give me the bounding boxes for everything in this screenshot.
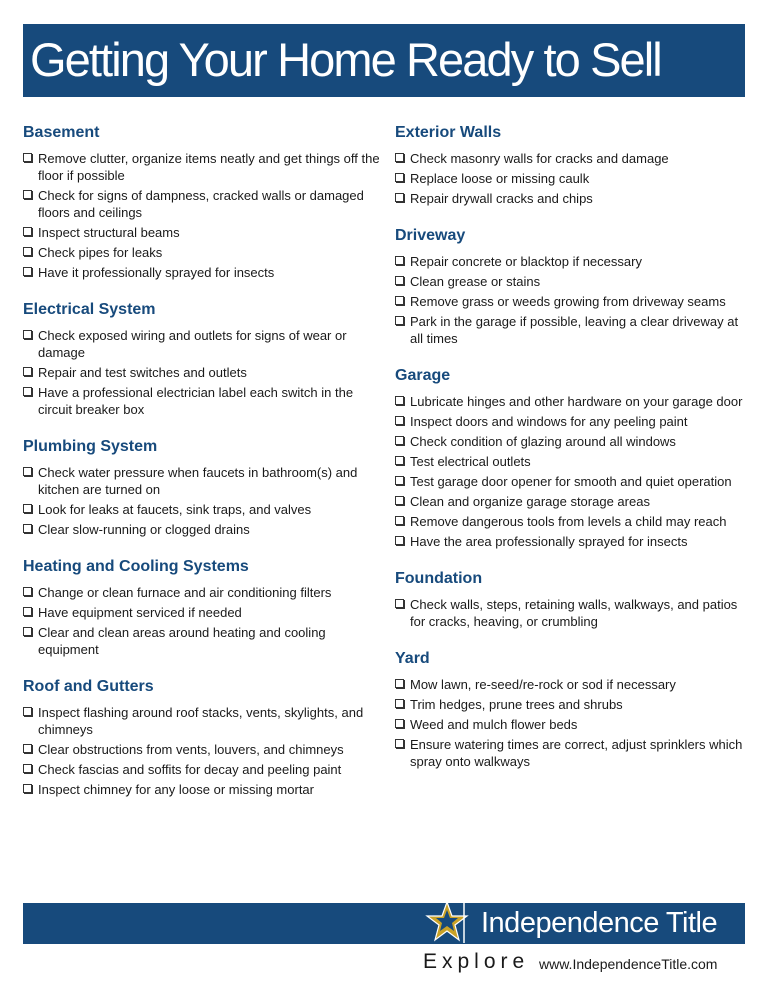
checklist (395, 596, 745, 630)
checkbox-icon[interactable] (23, 227, 32, 236)
checkbox-icon[interactable] (23, 524, 32, 533)
checklist-item-text: Change or clean furnace and air conditioning filters (38, 585, 332, 600)
checklist-item[interactable] (395, 473, 745, 490)
section-heading: Garage (395, 367, 451, 384)
section-heading: Electrical System (23, 301, 156, 318)
section-heading: Roof and Gutters (23, 678, 154, 695)
checkbox-icon[interactable] (395, 296, 404, 305)
checkbox-icon[interactable] (23, 367, 32, 376)
checklist-item-text: Ensure watering times are correct, adjust sprinklers which spray onto walkways (410, 737, 743, 769)
website-link[interactable]: www.IndependenceTitle.com (539, 956, 718, 972)
checkbox-icon[interactable] (23, 784, 32, 793)
checklist-item[interactable] (23, 501, 383, 518)
checklist-item-text: Replace loose or missing caulk (410, 171, 590, 186)
checklist (395, 253, 745, 347)
checkbox-icon[interactable] (23, 587, 32, 596)
checkbox-icon[interactable] (395, 476, 404, 485)
checkbox-icon[interactable] (23, 267, 32, 276)
checklist-item[interactable] (395, 273, 745, 290)
checklist-item-text: Mow lawn, re-seed/re-rock or sod if necessary (410, 677, 676, 692)
left-column (23, 122, 383, 816)
checklist-item[interactable] (395, 293, 745, 310)
checklist-item[interactable] (395, 433, 745, 450)
section-electrical-system (23, 299, 383, 418)
checklist-item[interactable] (23, 781, 383, 798)
checklist-item[interactable] (395, 676, 745, 693)
checklist-item-text: Have it professionally sprayed for insects (38, 265, 275, 280)
checkbox-icon[interactable] (23, 467, 32, 476)
checklist-item[interactable] (23, 624, 383, 658)
checkbox-icon[interactable] (395, 739, 404, 748)
checklist-item-text: Clean grease or stains (410, 274, 541, 289)
star-logo-icon (424, 899, 470, 945)
checklist-item[interactable] (23, 604, 383, 621)
checklist-item[interactable] (395, 190, 745, 207)
checkbox-icon[interactable] (395, 416, 404, 425)
checklist-item-text: Repair drywall cracks and chips (410, 191, 593, 206)
checklist-item-text: Repair and test switches and outlets (38, 365, 247, 380)
checklist-item[interactable] (23, 327, 383, 361)
checkbox-icon[interactable] (395, 699, 404, 708)
checklist-item-text: Park in the garage if possible, leaving a clear driveway at all times (410, 314, 739, 346)
checklist-item[interactable] (395, 170, 745, 187)
checklist-item[interactable] (395, 313, 745, 347)
checkbox-icon[interactable] (23, 707, 32, 716)
checklist-item[interactable] (23, 244, 383, 261)
checkbox-icon[interactable] (395, 456, 404, 465)
checklist-item-text: Have a professional electrician label each switch in the circuit breaker box (38, 385, 354, 417)
checklist-item-text: Clear obstructions from vents, louvers, and chimneys (38, 742, 344, 757)
checkbox-icon[interactable] (395, 396, 404, 405)
checklist-item[interactable] (23, 704, 383, 738)
checklist-item[interactable] (395, 493, 745, 510)
checklist-item-text: Check condition of glazing around all windows (410, 434, 676, 449)
checklist-item-text: Check walls, steps, retaining walls, walkways, and patios for cracks, heaving, or crumbling (410, 597, 738, 629)
section-heating-and-cooling (23, 556, 383, 658)
brand-name: Independence Title (481, 907, 718, 939)
checkbox-icon[interactable] (23, 744, 32, 753)
checkbox-icon[interactable] (395, 679, 404, 688)
checklist-item-text: Inspect chimney for any loose or missing mortar (38, 782, 314, 797)
checklist-item[interactable] (23, 584, 383, 601)
checklist (395, 393, 745, 550)
checklist-item[interactable] (23, 187, 383, 221)
section-roof-and-gutters (23, 676, 383, 798)
checklist-item[interactable] (395, 150, 745, 167)
checkbox-icon[interactable] (395, 536, 404, 545)
checklist-item-text: Lubricate hinges and other hardware on your garage door (410, 394, 743, 409)
checkbox-icon[interactable] (23, 607, 32, 616)
checklist-item[interactable] (395, 596, 745, 630)
checklist-item-text: Have equipment serviced if needed (38, 605, 242, 620)
checklist (23, 464, 383, 538)
checkbox-icon[interactable] (23, 190, 32, 199)
checklist (23, 704, 383, 798)
checklist-item-text: Repair concrete or blacktop if necessary (410, 254, 642, 269)
checklist-item[interactable] (395, 393, 745, 410)
right-column (395, 122, 745, 788)
checkbox-icon[interactable] (23, 627, 32, 636)
checklist-item[interactable] (23, 364, 383, 381)
checklist-item-text: Weed and mulch flower beds (410, 717, 578, 732)
checklist (23, 327, 383, 418)
checkbox-icon[interactable] (395, 719, 404, 728)
checklist-item[interactable] (23, 150, 383, 184)
checklist-item[interactable] (395, 696, 745, 713)
section-driveway (395, 225, 745, 347)
checklist-item[interactable] (395, 513, 745, 530)
section-heading: Plumbing System (23, 438, 158, 455)
checkbox-icon[interactable] (23, 153, 32, 162)
checklist-item-text: Clean and organize garage storage areas (410, 494, 650, 509)
checklist-item[interactable] (395, 716, 745, 733)
checklist-item-text: Inspect doors and windows for any peeling paint (410, 414, 688, 429)
checklist (23, 150, 383, 281)
checklist (395, 676, 745, 770)
checkbox-icon[interactable] (395, 153, 404, 162)
checklist-item-text: Check fascias and soffits for decay and peeling paint (38, 762, 342, 777)
checkbox-icon[interactable] (23, 247, 32, 256)
checklist-item-text: Look for leaks at faucets, sink traps, and valves (38, 502, 312, 517)
checkbox-icon[interactable] (395, 436, 404, 445)
checklist-item[interactable] (23, 761, 383, 778)
checklist-item-text: Check exposed wiring and outlets for signs of wear or damage (38, 328, 347, 360)
checkbox-icon[interactable] (395, 496, 404, 505)
checklist-item[interactable] (395, 253, 745, 270)
section-exterior-walls (395, 122, 745, 207)
section-heading: Heating and Cooling Systems (23, 558, 249, 575)
checklist-item[interactable] (395, 413, 745, 430)
section-heading: Exterior Walls (395, 124, 502, 141)
checkbox-icon[interactable] (395, 599, 404, 608)
checkbox-icon[interactable] (23, 504, 32, 513)
checklist-item-text: Inspect structural beams (38, 225, 180, 240)
checklist-item-text: Remove grass or weeds growing from driveway seams (410, 294, 726, 309)
section-foundation (395, 568, 745, 630)
checklist-item-text: Trim hedges, prune trees and shrubs (410, 697, 623, 712)
checklist-item-text: Check water pressure when faucets in bathroom(s) and kitchen are turned on (38, 465, 358, 497)
section-heading: Basement (23, 124, 100, 141)
page-title: Getting Your Home Ready to Sell (23, 24, 745, 97)
checklist-item-text: Remove clutter, organize items neatly and get things off the floor if possible (38, 151, 380, 183)
checklist-item[interactable] (23, 224, 383, 241)
checkbox-icon[interactable] (23, 764, 32, 773)
checklist-item-text: Check pipes for leaks (38, 245, 163, 260)
checklist-item-text: Inspect flashing around roof stacks, vents, skylights, and chimneys (38, 705, 364, 737)
checklist-item[interactable] (23, 741, 383, 758)
checklist-item-text: Check for signs of dampness, cracked walls or damaged floors and ceilings (38, 188, 364, 220)
checkbox-icon[interactable] (395, 193, 404, 202)
checkbox-icon[interactable] (395, 256, 404, 265)
checklist-item[interactable] (23, 384, 383, 418)
checklist-item[interactable] (395, 736, 745, 770)
checklist-item-text: Check masonry walls for cracks and damage (410, 151, 669, 166)
checkbox-icon[interactable] (23, 387, 32, 396)
checklist-item-text: Test electrical outlets (410, 454, 531, 469)
checklist (395, 150, 745, 207)
section-garage (395, 365, 745, 550)
checklist-item[interactable] (23, 464, 383, 498)
checkbox-icon[interactable] (23, 330, 32, 339)
checkbox-icon[interactable] (395, 276, 404, 285)
checklist-item-text: Clear slow-running or clogged drains (38, 522, 250, 537)
checklist-item-text: Clear and clean areas around heating and cooling equipment (38, 625, 326, 657)
checkbox-icon[interactable] (395, 516, 404, 525)
section-basement (23, 122, 383, 281)
checklist-item[interactable] (395, 533, 745, 550)
checklist (23, 584, 383, 658)
section-heading: Driveway (395, 227, 466, 244)
checklist-item[interactable] (23, 264, 383, 281)
section-plumbing-system (23, 436, 383, 538)
checklist-item-text: Have the area professionally sprayed for insects (410, 534, 688, 549)
section-heading: Foundation (395, 570, 483, 587)
checklist-item-text: Remove dangerous tools from levels a child may reach (410, 514, 727, 529)
tagline: Explore (423, 950, 530, 973)
section-heading: Yard (395, 650, 430, 667)
checklist-item[interactable] (23, 521, 383, 538)
section-yard (395, 648, 745, 770)
checklist-item-text: Test garage door opener for smooth and quiet operation (410, 474, 732, 489)
checkbox-icon[interactable] (395, 316, 404, 325)
checklist-item[interactable] (395, 453, 745, 470)
checkbox-icon[interactable] (395, 173, 404, 182)
